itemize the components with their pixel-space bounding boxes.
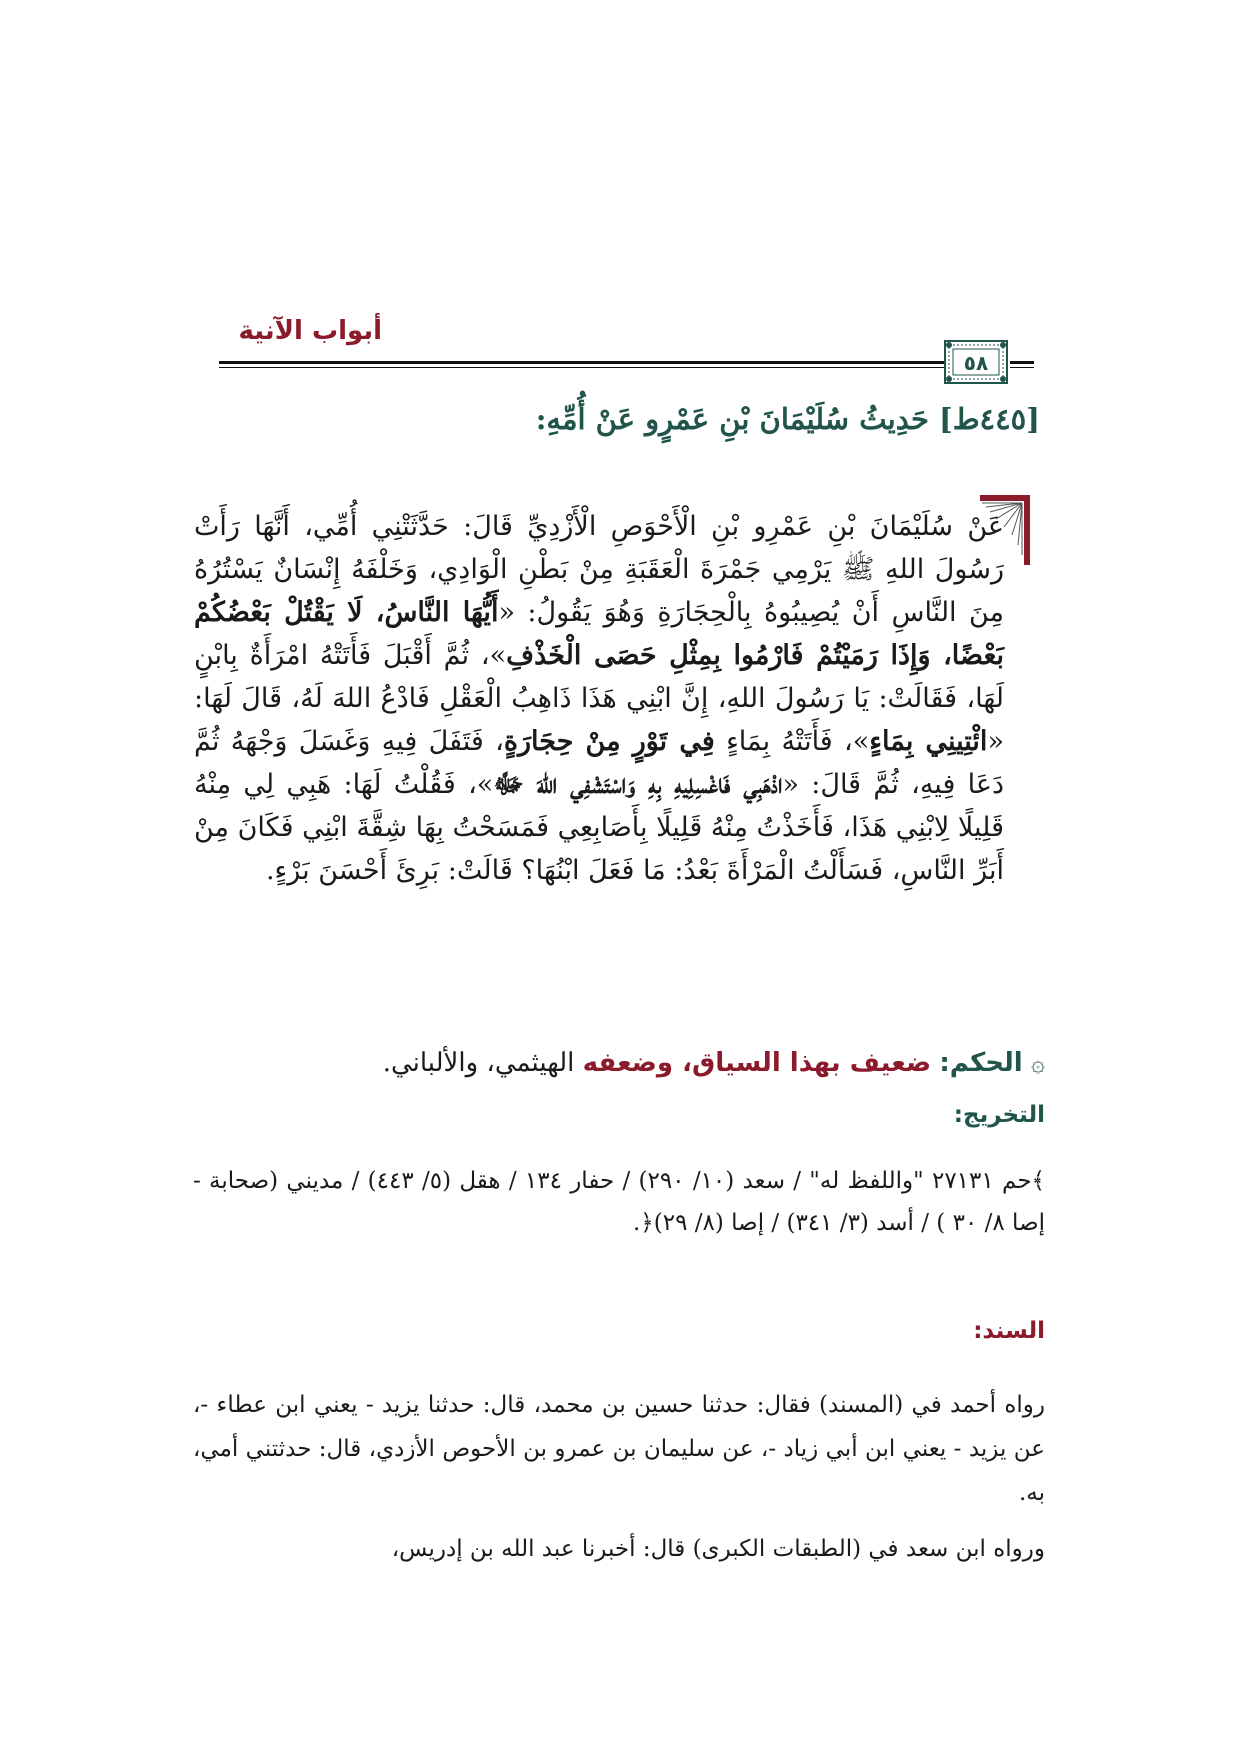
sanad-paragraph: رواه أحمد في (المسند) فقال: حدثنا حسين بن محمد، قال: حدثنا يزيد - يعني ابن عطاء -، عن يزيد - يعني ابن أبي زياد -، عن سليمان بن عمرو بن الأحوص الأزدي، قال: حدثتني أمي، به. bbox=[193, 1392, 1045, 1506]
chapter-title: أبواب الآنية bbox=[238, 316, 382, 346]
takhrij-heading: التخريج: bbox=[953, 1102, 1045, 1128]
hadith-text: عَنْ سُلَيْمَانَ بْنِ عَمْرِو بْنِ الْأَحْوَصِ الْأَزْدِيِّ قَالَ: حَدَّثَتْنِي أُمِّي، أَنَّهَا رَأَتْ رَسُولَ اللهِ ﷺ يَرْمِي جَمْرَةَ الْعَقَبَةِ مِنْ بَطْنِ الْوَادِي، وَخَلْفَهُ إِنْسَانٌ يَسْتُرُهُ مِنَ النَّاسِ أَنْ يُصِيبُوهُ بِالْحِجَارَةِ وَهُوَ يَقُولُ: «أَيُّهَا النَّاسُ، لَا يَقْتُلْ بَعْضُكُمْ بَعْضًا، وَإِذَا رَمَيْتُمْ فَارْمُوا بِمِثْلِ حَصَى الْخَذْفِ»، ثُمَّ أَقْبَلَ فَأَتَتْهُ امْرَأَةٌ بِابْنٍ لَهَا، فَقَالَتْ: يَا رَسُولَ اللهِ، إِنَّ ابْنِي هَذَا ذَاهِبُ الْعَقْلِ فَادْعُ اللهَ لَهُ، قَالَ لَهَا: «ائْتِينِي بِمَاءٍ»، فَأَتَتْهُ بِمَاءٍ فِي تَوْرٍ مِنْ حِجَارَةٍ، فَتَفَلَ فِيهِ وَغَسَلَ وَجْهَهُ ثُمَّ دَعَا فِيهِ، ثُمَّ قَالَ: «اذْهَبِي فَاغْسِلِيهِ بِهِ وَاسْتَشْفِي اللهَ ﷻ»، فَقُلْتُ لَهَا: هَبِي لِي مِنْهُ قَلِيلًا لِابْنِي هَذَا، فَأَخَذْتُ مِنْهُ قَلِيلًا بِأَصَابِعِي فَمَسَحْتُ بِهَا شِقَّةَ ابْنِي فَكَانَ مِنْ أَبَرِّ النَّاسِ، فَسَأَلْتُ الْمَرْأَةَ بَعْدُ: مَا فَعَلَ ابْنُهَا؟ قَالَتْ: بَرِئَ أَحْسَنَ بَرْءٍ. bbox=[194, 511, 1004, 886]
header-rule-right-thin bbox=[1010, 367, 1034, 368]
hadith-title: [٤٤٥ط] حَدِيثُ سُلَيْمَانَ بْنِ عَمْرٍو عَنْ أُمِّهِ: bbox=[535, 402, 1040, 436]
header-rule-thin bbox=[219, 367, 944, 368]
sanad-text bbox=[193, 1383, 1045, 1571]
ruling-label: الحكم: bbox=[939, 1048, 1023, 1078]
ruling-verdict: ضعيف بهذا السياق، وضعفه bbox=[582, 1048, 932, 1078]
page-number-badge bbox=[944, 340, 1008, 384]
ruling-line bbox=[195, 1048, 1045, 1078]
header-rule-right bbox=[1010, 361, 1034, 364]
takhrij-text: ﴾حم ٢٧١٣١ "واللفظ له" / سعد (١٠/ ٢٩٠) / حفار ١٣٤ / هقل (٥/ ٤٤٣) / مديني (صحابة - إصا ٨/ ٣٠ ) / أسد (٣/ ٣٤١) / إصا (٨/ ٢٩)﴿. bbox=[193, 1168, 1046, 1236]
sanad-heading: السند: bbox=[973, 1318, 1045, 1344]
page-number: ٥٨ bbox=[963, 351, 989, 375]
ruling-rest: الهيثمي، والألباني. bbox=[382, 1048, 583, 1078]
sanad-paragraph: ورواه ابن سعد في (الطبقات الكبرى) قال: أخبرنا عبد الله بن إدريس، bbox=[391, 1536, 1045, 1562]
header-rule bbox=[219, 361, 944, 364]
flower-ornament-icon: ۞ bbox=[1030, 1049, 1045, 1077]
